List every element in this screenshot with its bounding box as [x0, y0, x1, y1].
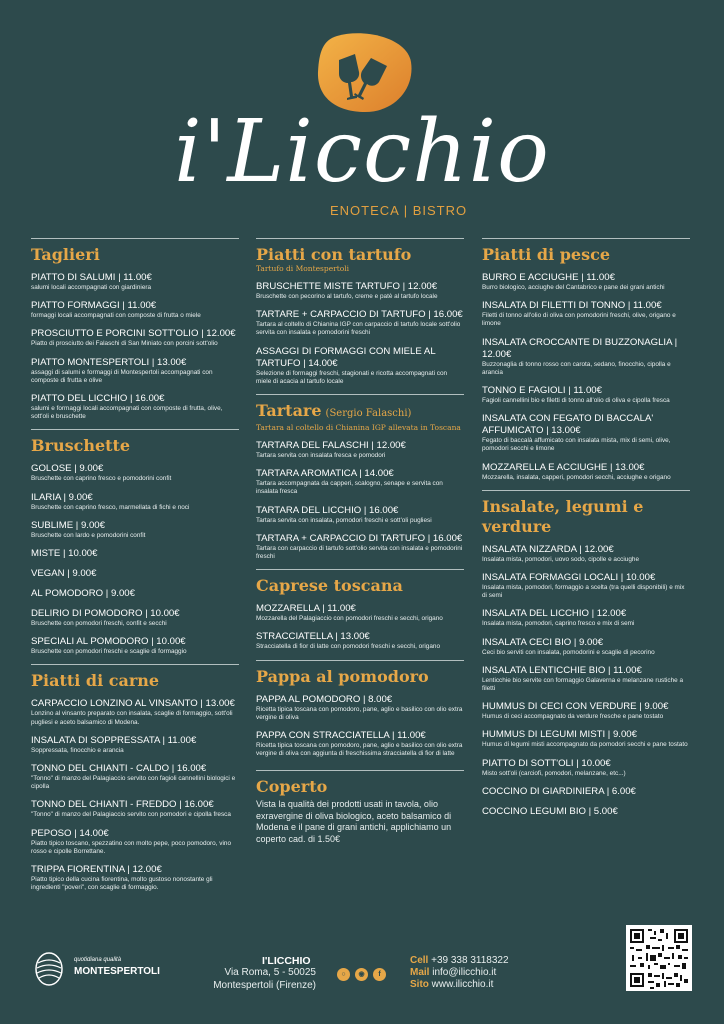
menu-item-description: Bruschette con pomodori freschi, confit e secchi	[31, 620, 167, 628]
menu-item	[256, 730, 464, 758]
section-coperto	[256, 770, 464, 845]
menu-item	[256, 468, 464, 496]
menu-item-description: Fegato di baccalà affumicato con insalata mista, mix di semi, olive, pomodori secchi e limone	[482, 437, 671, 453]
menu-column-1	[31, 238, 239, 900]
menu-item-name: ILARIA | 9.00€	[31, 491, 93, 503]
menu-item-description: Humus di legumi misti accompagnato da pomodori secchi e pane tostato	[482, 741, 688, 749]
section-title	[31, 436, 239, 456]
menu-item-name: HUMMUS DI CECI CON VERDURE | 9.00€	[482, 701, 669, 713]
menu-item-name: HUMMUS DI LEGUMI MISTI | 9.00€	[482, 729, 637, 741]
menu-item-name: TARTARA + CARPACCIO DI TARTUFO | 16.00€	[256, 532, 463, 544]
mail-label: Mail	[410, 967, 430, 978]
menu-item-description: Soppressata, finocchio e arancia	[31, 746, 124, 754]
menu-item	[31, 548, 239, 560]
item-list	[482, 544, 690, 818]
section-title	[482, 497, 690, 537]
footer-cell	[410, 955, 509, 966]
section-bruschette	[31, 429, 239, 656]
section-title	[31, 671, 239, 691]
menu-item-description: Ricetta tipica toscana con pomodoro, pane, aglio e basilico con olio extra vergine di oliva con aggiunta di freschissima stracciatella di fior di latte	[256, 742, 463, 758]
footer-logo-line2: MONTESPERTOLI	[74, 966, 160, 977]
menu-item-name: TRIPPA FIORENTINA | 12.00€	[31, 864, 162, 876]
menu-item-description: Bruschette con pecorino al tartufo, creme e patè al tartufo locale	[256, 293, 438, 300]
menu-item-name: SUBLIME | 9.00€	[31, 519, 105, 531]
menu-item-name: TONNO E FAGIOLI | 11.00€	[482, 385, 602, 397]
menu-item-description: Filetti di tonno all'olio di oliva con pomodorini freschi, olive, origano e limone	[482, 312, 676, 328]
menu-item	[482, 729, 690, 749]
menu-item-name: INSALATA DI SOPPRESSATA | 11.00€	[31, 734, 197, 746]
menu-item-name: PIATTO FORMAGGI | 11.00€	[31, 300, 157, 312]
menu-item	[31, 608, 239, 628]
menu-item-name: VEGAN | 9.00€	[31, 568, 97, 580]
footer-mail	[410, 967, 496, 978]
menu-item-description: Piatto di prosciutto dei Falaschi di San Miniato con porcini sott'olio	[31, 340, 218, 348]
menu-item	[256, 505, 464, 525]
mail-value[interactable]: info@ilicchio.it	[432, 967, 497, 978]
section-piatti-di-pesce	[482, 238, 690, 482]
facebook-icon[interactable]: f	[373, 968, 386, 981]
menu-item-name: TARTARA DEL LICCHIO | 16.00€	[256, 504, 399, 516]
section-title	[256, 401, 464, 424]
item-list	[31, 698, 239, 892]
menu-item-description: Burro biologico, acciughe del Cantabrico e pane dei grani antichi	[482, 284, 665, 291]
section-title-text: Taglieri	[31, 245, 100, 264]
menu-item	[482, 300, 690, 328]
menu-item-description: Selezione di formaggi freschi, stagionati e ricotta accompagnati con miele di acacia al tartufo locale	[256, 369, 448, 385]
menu-item	[31, 799, 239, 819]
menu-item	[256, 281, 464, 301]
menu-item-description: Piatto tipico toscano, spezzatino con molto pepe, poco pomodoro, vino rosso e cipolle Borrettane.	[31, 839, 232, 855]
menu-item	[482, 608, 690, 628]
menu-item	[256, 309, 464, 337]
item-list	[31, 272, 239, 421]
section-title	[482, 245, 690, 265]
footer-site	[410, 979, 493, 990]
menu-item	[256, 346, 464, 386]
menu-item-name: PAPPA AL POMODORO | 8.00€	[256, 693, 393, 705]
section-title-text: Tartare	[256, 401, 322, 421]
menu-item-description: formaggi locali accompagnati con composte di frutta o miele	[31, 312, 201, 320]
brand-title: i'Licchio	[174, 102, 550, 202]
menu-item	[31, 864, 239, 892]
menu-item-name: TONNO DEL CHIANTI - CALDO | 16.00€	[31, 763, 207, 775]
menu-item-description: Tartara accompagnata da capperi, scalogno, senape e servita con insalata fresca	[256, 480, 443, 496]
section-title	[31, 245, 239, 265]
menu-item-description: Insalata mista, pomodori, formaggio a scelta (tra quelli disponibili) e mix di semi	[482, 584, 685, 600]
menu-item	[482, 385, 690, 405]
qr-code-icon[interactable]	[626, 925, 692, 991]
menu-item-name: MOZZARELLA | 11.00€	[256, 603, 356, 615]
menu-item	[31, 735, 239, 755]
menu-item-name: PIATTO DI SALUMI | 11.00€	[31, 272, 152, 283]
cell-value[interactable]: +39 338 3118322	[431, 955, 509, 966]
menu-item-name: TARTARA DEL FALASCHI | 12.00€	[256, 440, 406, 452]
menu-item	[482, 806, 690, 818]
menu-item-name: INSALATA NIZZARDA | 12.00€	[482, 543, 614, 555]
instagram-icon[interactable]: ◉	[355, 968, 368, 981]
menu-item-description: Tartara al coltello di Chianina IGP con carpaccio di tartufo locale sott'olio servita con insalata e pomodorini freschi	[256, 321, 461, 337]
menu-item-description: Bruschette con caprino fresco e pomodorini confit	[31, 475, 172, 483]
coperto-text: Vista la qualità dei prodotti usati in tavola, olio exravergine di oliva biologico, aceto balsamico di Modena e il pane di grani antichi, applichiamo un coperto cad. di 1.50€	[256, 799, 452, 844]
menu-item-description: Mozzarella del Palagiaccio con pomodori freschi e secchi, origano	[256, 615, 443, 623]
header	[0, 0, 724, 230]
menu-item	[482, 665, 690, 693]
item-list	[256, 281, 464, 386]
footer-name: I'LICCHIO	[262, 955, 311, 967]
menu-item-name: PROSCIUTTO E PORCINI SOTT'OLIO | 12.00€	[31, 328, 236, 340]
menu-item	[31, 300, 239, 320]
menu-item-name: STRACCIATELLA | 13.00€	[256, 631, 370, 643]
menu-item	[256, 631, 464, 651]
menu-item-description: Lonzino al vinsanto preparato con insalata, scaglie di formaggio, sott'oli pugliesi e aceto balsamico di Modena.	[31, 710, 233, 726]
menu-item	[256, 440, 464, 460]
tagline: ENOTECA | BISTRO	[330, 203, 468, 218]
menu-item-name: INSALATA DI FILETTI DI TONNO | 11.00€	[482, 300, 662, 312]
menu-item	[482, 572, 690, 600]
menu-item	[482, 637, 690, 657]
menu-item-description: Bruschette con pomodori freschi e scaglie di formaggio	[31, 648, 187, 656]
section-title-extra: (Sergio Falaschi)	[325, 408, 412, 420]
menu-item	[256, 694, 464, 722]
menu-item	[31, 636, 239, 656]
menu-item-description: Tartara con carpaccio di tartufo sott'olio servita con insalata e pomodorini freschi	[256, 544, 463, 561]
menu-item	[31, 698, 239, 726]
menu-item	[482, 413, 690, 453]
footer-address-line1: Via Roma, 5 - 50025	[224, 967, 316, 978]
menu-item	[482, 786, 690, 798]
menu-item-name: BURRO E ACCIUGHE | 11.00€	[482, 272, 615, 283]
menu-item-description: Bruschette con lardo e pomodorini confit	[31, 531, 146, 539]
section-title	[256, 576, 464, 596]
menu-item	[482, 272, 690, 292]
menu-item	[482, 758, 690, 778]
section-title	[256, 245, 464, 265]
menu-item-name: PIATTO DEL LICCHIO | 16.00€	[31, 393, 165, 405]
menu-item	[482, 337, 690, 377]
menu-column-3	[482, 238, 690, 826]
section-subtitle: Tartara al coltello di Chianina IGP allevata in Toscana	[256, 423, 461, 433]
menu-item-description: Humus di ceci accompagnato da verdure fresche e pane tostato	[482, 713, 664, 721]
menu-item-name: COCCINO LEGUMI BIO | 5.00€	[482, 805, 618, 817]
menu-item-description: Bruschette con caprino fresco, marmellata di fichi e noci	[31, 503, 190, 511]
menu-item	[31, 568, 239, 580]
menu-item-description: Lenticchie bio servite con formaggio Galaverna e melanzane rustiche a filetti	[482, 676, 684, 693]
menu-item-name: PEPOSO | 14.00€	[31, 827, 109, 839]
section-title-text: Caprese toscana	[256, 576, 403, 596]
menu-item	[31, 763, 239, 791]
menu-item	[31, 492, 239, 512]
menu-item-name: INSALATA CROCCANTE DI BUZZONAGLIA | 12.00€	[482, 336, 678, 360]
menu-item-description: Ricetta tipica toscana con pomodoro, pane, aglio e basilico con olio extra vergine di oliva	[256, 705, 463, 721]
menu-item-description: Insalata mista, pomodori, caprino fresco e mix di semi	[482, 620, 635, 628]
section-title-text: Coperto	[256, 777, 328, 797]
section-title-text: Insalate, legumi e verdure	[482, 496, 644, 536]
section-title	[256, 777, 464, 797]
section-tartare	[256, 394, 464, 561]
menu-item	[31, 328, 239, 348]
menu-item-description: Piatto tipico della cucina fiorentina, molto gustoso nonostante gli ingredienti "poveri", con scaglie di formaggio.	[31, 876, 213, 892]
cell-label: Cell	[410, 955, 429, 966]
montespertoli-logo-icon	[34, 951, 64, 987]
menu-item-description: Ceci bio serviti con insalata, pomodorini e scaglie di pecorino	[482, 648, 655, 656]
menu-item-description: Buzzonaglia di tonno rosso con carota, sedano, finocchio, cipolla e arancia	[482, 360, 671, 376]
menu-item-name: GOLOSE | 9.00€	[31, 463, 104, 475]
menu-item-name: MOZZARELLA E ACCIUGHE | 13.00€	[482, 461, 645, 473]
footer-address-line2: Montespertoli (Firenze)	[213, 980, 316, 991]
menu-column-2	[256, 238, 464, 853]
menu-item	[31, 393, 239, 421]
menu-item-name: PAPPA CON STRACCIATELLA | 11.00€	[256, 730, 426, 742]
menu-item	[482, 544, 690, 564]
menu-item	[482, 701, 690, 721]
menu-item-description: salumi locali accompagnati con giardiniera	[31, 284, 152, 291]
menu-item-name: ASSAGGI DI FORMAGGI CON MIELE AL TARTUFO | 14.00€	[256, 345, 436, 369]
menu-item-name: INSALATA CON FEGATO DI BACCALA' AFFUMICATO | 13.00€	[482, 413, 654, 437]
menu-item-description: Tartara servita con insalata, pomodori freschi e sott'oli pugliesi	[256, 516, 432, 524]
menu-item-description: Insalata mista, pomodori, uovo sodo, cipolle e acciughe	[482, 555, 640, 563]
menu-item	[31, 828, 239, 856]
menu-item-name: TARTARA AROMATICA | 14.00€	[256, 468, 394, 480]
section-piatti-con-tartufo	[256, 238, 464, 386]
section-title-text: Piatti con tartufo	[256, 245, 412, 264]
menu-item-description: Stracciatella di fior di latte con pomodori freschi e secchi, origano	[256, 643, 440, 651]
menu-item-name: PIATTO MONTESPERTOLI | 13.00€	[31, 356, 187, 368]
menu-item	[256, 533, 464, 561]
menu-item-name: INSALATA LENTICCHIE BIO | 11.00€	[482, 664, 642, 676]
menu-item-description: Mozzarella, insalata, capperi, pomodori secchi, acciughe e origano	[482, 473, 671, 481]
section-title-text: Pappa al pomodoro	[256, 666, 429, 686]
menu-item	[256, 603, 464, 623]
menu-item	[31, 357, 239, 385]
menu-item-description: Tartara servita con insalata fresca e pomodori	[256, 452, 386, 460]
menu-item-name: DELIRIO DI POMODORO | 10.00€	[31, 608, 180, 620]
footer-logo-line1: quotidiana qualità	[74, 957, 122, 963]
section-title	[256, 667, 464, 687]
menu-item-description: Fagioli cannellini bio e filetti di tonno all'olio di oliva e cipolla fresca	[482, 397, 670, 405]
section-piatti-di-carne	[31, 664, 239, 892]
section-title-text: Bruschette	[31, 436, 131, 456]
menu-item-name: SPECIALI AL POMODORO | 10.00€	[31, 636, 186, 648]
menu-item-description: "Tonno" di manzo del Palagiaccio servito con fagioli cannellini biologici e cipolla	[31, 775, 236, 791]
item-list	[482, 272, 690, 482]
menu-item-description: "Tonno" di manzo del Palagiaccio servito con pomodori e cipolla fresca	[31, 811, 231, 819]
item-list	[256, 603, 464, 651]
menu-item-description: Misto sott'oli (carciofi, pomodori, melanzane, etc...)	[482, 769, 626, 777]
menu-item-name: MISTE | 10.00€	[31, 548, 98, 560]
tripadvisor-icon[interactable]: ○	[337, 968, 350, 981]
menu-item-name: TONNO DEL CHIANTI - FREDDO | 16.00€	[31, 799, 214, 811]
menu-item-name: AL POMODORO | 9.00€	[31, 588, 135, 600]
section-taglieri	[31, 238, 239, 421]
section-pappa-al-pomodoro	[256, 660, 464, 759]
menu-item	[482, 462, 690, 482]
site-label: Sito	[410, 979, 429, 990]
site-value[interactable]: www.ilicchio.it	[431, 979, 494, 990]
menu-item	[31, 588, 239, 600]
section-caprese-toscana	[256, 569, 464, 651]
section-title-text: Piatti di pesce	[482, 245, 611, 264]
menu-item	[31, 272, 239, 292]
menu-item-name: PIATTO DI SOTT'OLI | 10.00€	[482, 757, 611, 769]
menu-item	[31, 463, 239, 483]
menu-item-name: INSALATA FORMAGGI LOCALI | 10.00€	[482, 572, 656, 584]
section-insalate-legumi-e-verdure	[482, 490, 690, 818]
menu-item-name: COCCINO DI GIARDINIERA | 6.00€	[482, 785, 636, 797]
item-list	[256, 694, 464, 759]
menu-item-description: assaggi di salumi e formaggi di Montespertoli accompagnati con composte di frutta e olive	[31, 368, 213, 384]
menu-item-description: salumi e formaggi locali accompagnati con composte di frutta, olive, sott'oli e bruschette	[31, 405, 223, 421]
menu-item-name: CARPACCIO LONZINO AL VINSANTO | 13.00€	[31, 698, 235, 710]
menu-item-name: INSALATA DEL LICCHIO | 12.00€	[482, 608, 627, 620]
menu-item	[31, 520, 239, 540]
menu-item-name: TARTARE + CARPACCIO DI TARTUFO | 16.00€	[256, 309, 463, 321]
item-list	[256, 440, 464, 561]
menu-item-name: INSALATA CECI BIO | 9.00€	[482, 636, 604, 648]
item-list	[31, 463, 239, 656]
section-title-text: Piatti di carne	[31, 671, 160, 691]
menu-item-name: BRUSCHETTE MISTE TARTUFO | 12.00€	[256, 281, 438, 292]
section-subtitle: Tartufo di Montespertoli	[256, 264, 350, 273]
